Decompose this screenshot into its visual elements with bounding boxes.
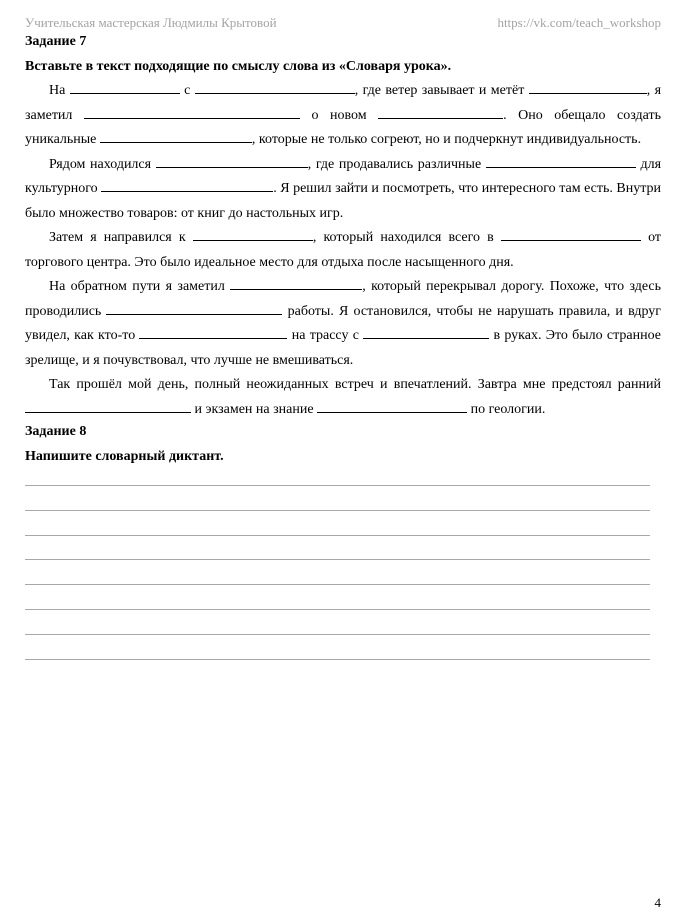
blank-field[interactable] <box>363 324 489 339</box>
text-fragment: , <box>646 83 651 98</box>
paragraph-4 <box>25 275 661 373</box>
header-author: Учительская мастерская Людмилы Крытовой <box>25 15 277 30</box>
text-fragment: в руках. Это было странное зрелище, и я почувствовал, что лучше не вмешиваться. <box>25 328 662 368</box>
blank-field[interactable] <box>106 300 282 315</box>
task-7-instruction: Вставьте в текст подходящие по смыслу слова из «Словаря урока». <box>25 59 452 74</box>
text-fragment: Рядом находился <box>49 156 152 172</box>
blank-field[interactable] <box>70 79 180 94</box>
paragraph-2 <box>25 153 661 227</box>
blank-field[interactable] <box>317 398 467 413</box>
blank-field[interactable] <box>195 79 355 94</box>
text-fragment: с <box>184 83 191 98</box>
header-url[interactable]: https://vk.com/teach_workshop <box>497 15 661 30</box>
blank-field[interactable] <box>25 398 191 413</box>
blank-field[interactable] <box>193 226 313 241</box>
text-fragment: На <box>49 83 66 98</box>
text-fragment: , который перекрывал дорогу. Похоже, что здесь проводились <box>25 279 662 319</box>
writing-line[interactable] <box>25 559 650 560</box>
blank-field[interactable] <box>501 226 641 241</box>
page-number: 4 <box>654 895 661 910</box>
text-fragment: на трассу с <box>291 328 359 343</box>
text-fragment: На обратном пути я заметил <box>49 279 225 294</box>
task-8-instruction: Напишите словарный диктант. <box>25 449 224 464</box>
blank-field[interactable] <box>230 275 362 290</box>
text-fragment: от торгового центра. Это было идеальное место для отдыха после насыщенного дня. <box>25 230 661 270</box>
text-fragment: Затем я направился к <box>49 230 186 245</box>
text-fragment: , где продавались различные <box>307 156 482 172</box>
blank-field[interactable] <box>529 79 647 94</box>
blank-field[interactable] <box>101 177 273 192</box>
writing-line[interactable] <box>25 584 650 585</box>
task-7-title: Задание 7 <box>25 34 87 49</box>
blank-field[interactable] <box>156 153 308 168</box>
text-fragment: , где ветер завывает и метёт <box>354 83 525 98</box>
writing-line[interactable] <box>25 659 650 660</box>
blank-field[interactable] <box>100 128 252 143</box>
blank-field[interactable] <box>378 104 503 119</box>
dictation-lines <box>25 485 650 683</box>
writing-line[interactable] <box>25 510 650 511</box>
blank-field[interactable] <box>84 104 300 119</box>
text-fragment: . Оно обещало создать уникальные <box>25 107 662 147</box>
text-fragment: , которые не только согреют, но и подчеркнут индивидуальность. <box>251 132 642 147</box>
worksheet-content <box>25 32 661 467</box>
text-fragment: работы. Я остановился, чтобы не нарушать правила, и вдруг увидел, как кто-то <box>25 303 662 343</box>
task-8-title: Задание 8 <box>25 424 87 439</box>
writing-line[interactable] <box>25 634 650 635</box>
text-fragment: о новом <box>311 107 367 123</box>
writing-line[interactable] <box>25 535 650 536</box>
task-7-text <box>25 79 661 422</box>
blank-field[interactable] <box>139 324 287 339</box>
paragraph-1 <box>25 79 661 153</box>
text-fragment: я заметил <box>25 83 662 123</box>
text-fragment: по геологии. <box>470 401 546 417</box>
paragraph-5 <box>25 373 661 422</box>
text-fragment: для культурного <box>25 156 662 196</box>
text-fragment: . Я решил зайти и посмотреть, что интересного там есть. Внутри было множество товаров: от книг до настольных игр. <box>25 181 662 221</box>
text-fragment: и экзамен на знание <box>194 401 314 417</box>
writing-line[interactable] <box>25 485 650 486</box>
text-fragment: , который находился всего в <box>312 230 494 245</box>
writing-line[interactable] <box>25 609 650 610</box>
paragraph-3 <box>25 226 661 275</box>
text-fragment: Так прошёл мой день, полный неожиданных встреч и впечатлений. Завтра мне предстоял ранний <box>49 377 661 392</box>
blank-field[interactable] <box>486 153 636 168</box>
